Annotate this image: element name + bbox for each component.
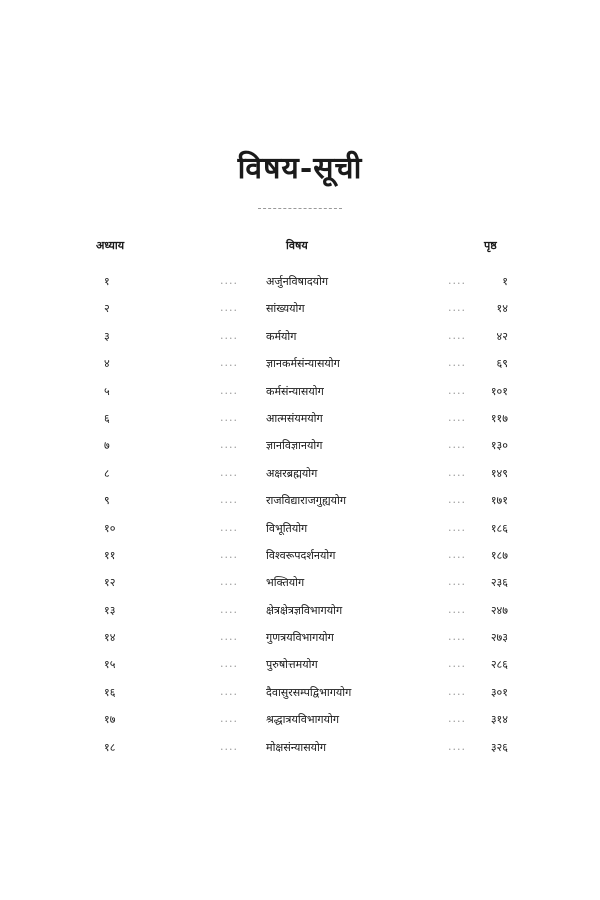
page-title: विषय-सूची — [237, 151, 363, 186]
chapter-title: ज्ञानविज्ञानयोग — [266, 439, 323, 453]
chapter-title: मोक्षसंन्यासयोग — [266, 740, 327, 754]
contents-list — [0, 274, 600, 767]
contents-row — [0, 603, 600, 630]
chapter-number: १ — [104, 275, 110, 288]
chapter-number: १४ — [104, 631, 116, 645]
chapter-title: राजविद्याराजगुह्ययोग — [266, 494, 347, 508]
contents-row — [0, 356, 600, 383]
page-number: ३०१ — [490, 685, 508, 699]
page-number: २७३ — [490, 631, 508, 645]
page-number: २८६ — [490, 658, 508, 672]
page-number: ३२६ — [490, 740, 508, 754]
chapter-title: दैवासुरसम्पद्विभागयोग — [266, 685, 352, 699]
dot-leader: .... — [448, 383, 466, 397]
page-number: १७१ — [490, 494, 508, 508]
dot-leader: .... — [448, 547, 466, 561]
chapter-title: सांख्ययोग — [266, 302, 305, 316]
contents-row — [0, 521, 600, 548]
chapter-title: क्षेत्रक्षेत्रज्ञविभागयोग — [266, 603, 343, 617]
contents-row — [0, 657, 600, 684]
contents-row — [0, 548, 600, 575]
chapter-title: भक्तियोग — [266, 576, 305, 590]
page-number: १३० — [490, 439, 508, 453]
dot-leader: .... — [220, 739, 238, 753]
dot-leader: .... — [220, 328, 238, 342]
dot-leader: .... — [448, 575, 466, 589]
chapter-title: श्रद्धात्रयविभागयोग — [266, 713, 340, 727]
dot-leader: .... — [220, 630, 238, 644]
chapter-number: १५ — [104, 658, 116, 672]
dot-leader: .... — [448, 356, 466, 370]
page-number: १८७ — [490, 548, 508, 562]
contents-row — [0, 384, 600, 411]
contents-row — [0, 493, 600, 520]
chapter-number: ९ — [104, 494, 110, 508]
contents-row — [0, 274, 600, 301]
dot-leader: .... — [448, 630, 466, 644]
chapter-number: १२ — [104, 576, 116, 590]
dot-leader: .... — [448, 684, 466, 698]
dot-leader: .... — [220, 274, 238, 287]
chapter-title: ज्ञानकर्मसंन्यासयोग — [266, 357, 340, 371]
page-number: १०१ — [490, 384, 508, 398]
contents-row — [0, 329, 600, 356]
dot-leader: .... — [220, 602, 238, 616]
contents-row — [0, 630, 600, 657]
dot-leader: .... — [220, 438, 238, 452]
chapter-number: ३ — [104, 329, 110, 343]
dot-leader: .... — [220, 301, 238, 315]
dot-leader: .... — [448, 328, 466, 342]
chapter-number: ११ — [104, 548, 116, 562]
chapter-number: १८ — [104, 740, 116, 754]
contents-row — [0, 575, 600, 602]
dot-leader: .... — [448, 657, 466, 671]
chapter-number: १७ — [104, 713, 116, 727]
chapter-number: ६ — [104, 411, 110, 425]
dot-leader: .... — [220, 657, 238, 671]
page-number: ३१४ — [490, 713, 508, 727]
dot-leader: .... — [448, 493, 466, 507]
dot-leader: .... — [220, 575, 238, 589]
dot-leader: .... — [448, 465, 466, 479]
page-number: ६९ — [496, 357, 508, 371]
contents-row — [0, 438, 600, 465]
page-number: १८६ — [490, 521, 508, 535]
dot-leader: .... — [220, 712, 238, 726]
dot-leader: .... — [220, 356, 238, 370]
chapter-number: ७ — [104, 439, 110, 453]
dot-leader: .... — [220, 684, 238, 698]
chapter-number: २ — [104, 302, 110, 316]
dot-leader: .... — [220, 547, 238, 561]
chapter-title: अक्षरब्रह्मयोग — [266, 466, 318, 480]
header-subject: विषय — [286, 239, 308, 252]
chapter-number: १६ — [104, 685, 116, 699]
chapter-number: ५ — [104, 384, 110, 398]
header-page: पृष्ठ — [484, 239, 497, 252]
dot-leader: .... — [448, 301, 466, 315]
dot-leader: .... — [448, 410, 466, 424]
contents-row — [0, 712, 600, 739]
chapter-title: पुरुषोत्तमयोग — [266, 658, 318, 672]
dot-leader: .... — [448, 739, 466, 753]
contents-row — [0, 466, 600, 493]
contents-row — [0, 685, 600, 712]
chapter-title: आत्मसंयमयोग — [266, 411, 323, 425]
dot-leader: .... — [448, 520, 466, 534]
dot-leader: .... — [448, 712, 466, 726]
page-number: १४९ — [490, 466, 508, 480]
title-divider — [258, 208, 342, 209]
chapter-number: ८ — [104, 466, 110, 480]
page-number: ११७ — [490, 411, 508, 425]
contents-row — [0, 740, 600, 767]
header-chapter: अध्याय — [96, 239, 125, 252]
chapter-number: ४ — [104, 357, 110, 371]
chapter-number: १० — [104, 521, 116, 535]
chapter-title: कर्मयोग — [266, 329, 297, 343]
chapter-title: गुणत्रयविभागयोग — [266, 631, 334, 645]
chapter-title: विश्वरूपदर्शनयोग — [266, 548, 336, 562]
chapter-title: कर्मसंन्यासयोग — [266, 384, 324, 398]
page-number: २३६ — [490, 576, 508, 590]
contents-row — [0, 301, 600, 328]
dot-leader: .... — [220, 493, 238, 507]
dot-leader: .... — [448, 274, 466, 287]
dot-leader: .... — [220, 383, 238, 397]
page-number: २४७ — [490, 603, 508, 617]
page-number: १ — [502, 275, 508, 288]
dot-leader: .... — [220, 465, 238, 479]
chapter-number: १३ — [104, 603, 116, 617]
page-number: १४ — [496, 302, 508, 316]
chapter-title: अर्जुनविषादयोग — [266, 275, 329, 288]
dot-leader: .... — [448, 438, 466, 452]
dot-leader: .... — [220, 520, 238, 534]
contents-row — [0, 411, 600, 438]
dot-leader: .... — [448, 602, 466, 616]
page-number: ४२ — [496, 329, 508, 343]
chapter-title: विभूतियोग — [266, 521, 308, 535]
dot-leader: .... — [220, 410, 238, 424]
